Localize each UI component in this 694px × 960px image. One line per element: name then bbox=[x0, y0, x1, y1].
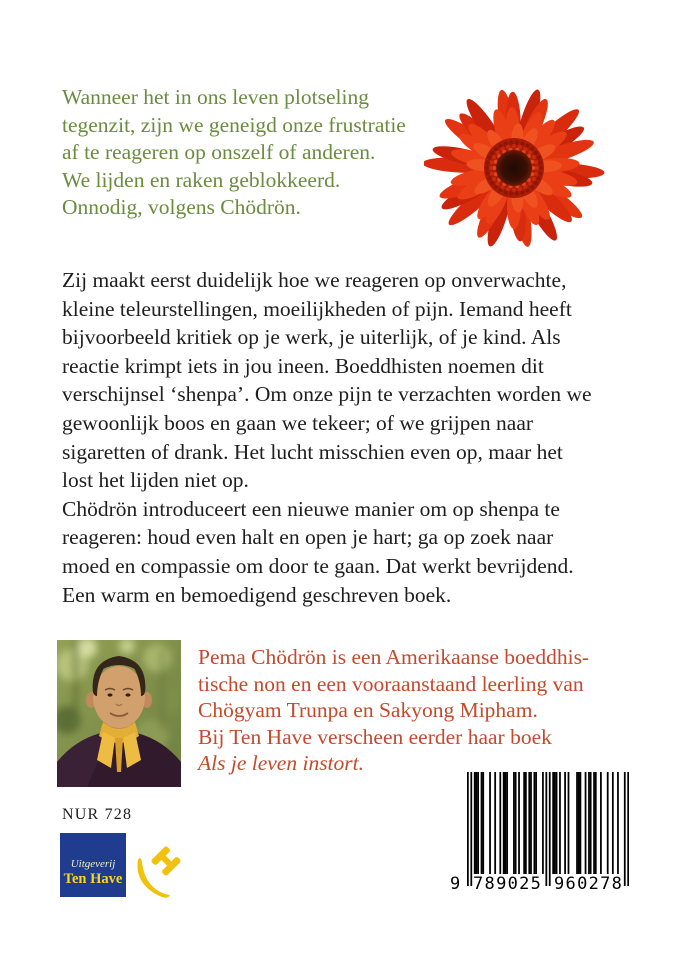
body-line: gewoonlijk boos en gaan we tekeer; of we grijpen naar bbox=[62, 410, 534, 435]
author-note-line: tische non en een vooraanstaand leerling van bbox=[198, 671, 584, 696]
barcode-digit-group: 960278 bbox=[554, 874, 624, 894]
intro-blurb bbox=[62, 84, 406, 222]
barcode-digit-group: 789025 bbox=[473, 874, 543, 894]
publisher-logo-line1: Uitgeverij bbox=[70, 858, 116, 870]
author-note-line: Chögyam Trunpa en Sakyong Mipham. bbox=[198, 698, 538, 723]
flower-center bbox=[496, 150, 532, 186]
barcode-number bbox=[448, 874, 638, 896]
body-line: reactie krimpt iets in jou ineen. Boeddhisten noemen dit bbox=[62, 353, 544, 378]
body-line: Een warm en bemoedigend geschreven boek. bbox=[62, 582, 452, 607]
intro-line: Wanneer het in ons leven plotseling bbox=[62, 85, 369, 109]
ten-have-publisher-logo bbox=[60, 833, 126, 897]
body-line: verschijnsel ‘shenpa’. Om onze pijn te verzachten worden we bbox=[62, 382, 592, 407]
nur-code: NUR 728 bbox=[62, 806, 133, 823]
author-note-book-title: Als je leven instort. bbox=[198, 751, 364, 776]
intro-line: We lijden en raken geblokkeerd. bbox=[62, 167, 341, 192]
isbn-barcode bbox=[448, 770, 638, 902]
body-line: Zij maakt eerst duidelijk hoe we reageren op onverwachte, bbox=[62, 268, 567, 292]
barcode-digit-group: 9 bbox=[450, 874, 461, 894]
author-note-line: Bij Ten Have verscheen eerder haar boek bbox=[198, 724, 552, 749]
body-line: Chödrön introduceert een nieuwe manier om op shenpa te bbox=[62, 496, 560, 521]
author-photo bbox=[57, 640, 181, 787]
body-line: sigaretten of drank. Het lucht misschien even op, maar het bbox=[62, 439, 563, 464]
body-line: reageren: houd even halt en open je hart; ga op zoek naar bbox=[62, 525, 554, 550]
h-smile-logo-icon bbox=[132, 838, 186, 900]
body-line: kleine teleurstellingen, moeilijkheden of pijn. Iemand heeft bbox=[62, 296, 572, 321]
publisher-logo-line2: Ten Have bbox=[63, 871, 123, 887]
author-note bbox=[198, 644, 589, 777]
body-line: bijvoorbeeld kritiek op je werk, je uiterlijk, of je kind. Als bbox=[62, 325, 561, 350]
body-line: lost het lijden niet op. bbox=[62, 468, 249, 493]
intro-line: tegenzit, zijn we geneigd onze frustratie bbox=[62, 112, 406, 137]
gerbera-flower-image bbox=[424, 80, 614, 256]
intro-line: af te reageren op onszelf of anderen. bbox=[62, 140, 376, 165]
author-note-line: Pema Chödrön is een Amerikaanse boeddhis- bbox=[198, 645, 590, 669]
body-text bbox=[62, 266, 592, 609]
intro-line: Onnodig, volgens Chödrön. bbox=[62, 195, 301, 220]
barcode-bars bbox=[467, 772, 629, 886]
body-line: moed en compassie om door te gaan. Dat werkt bevrijdend. bbox=[62, 553, 574, 578]
